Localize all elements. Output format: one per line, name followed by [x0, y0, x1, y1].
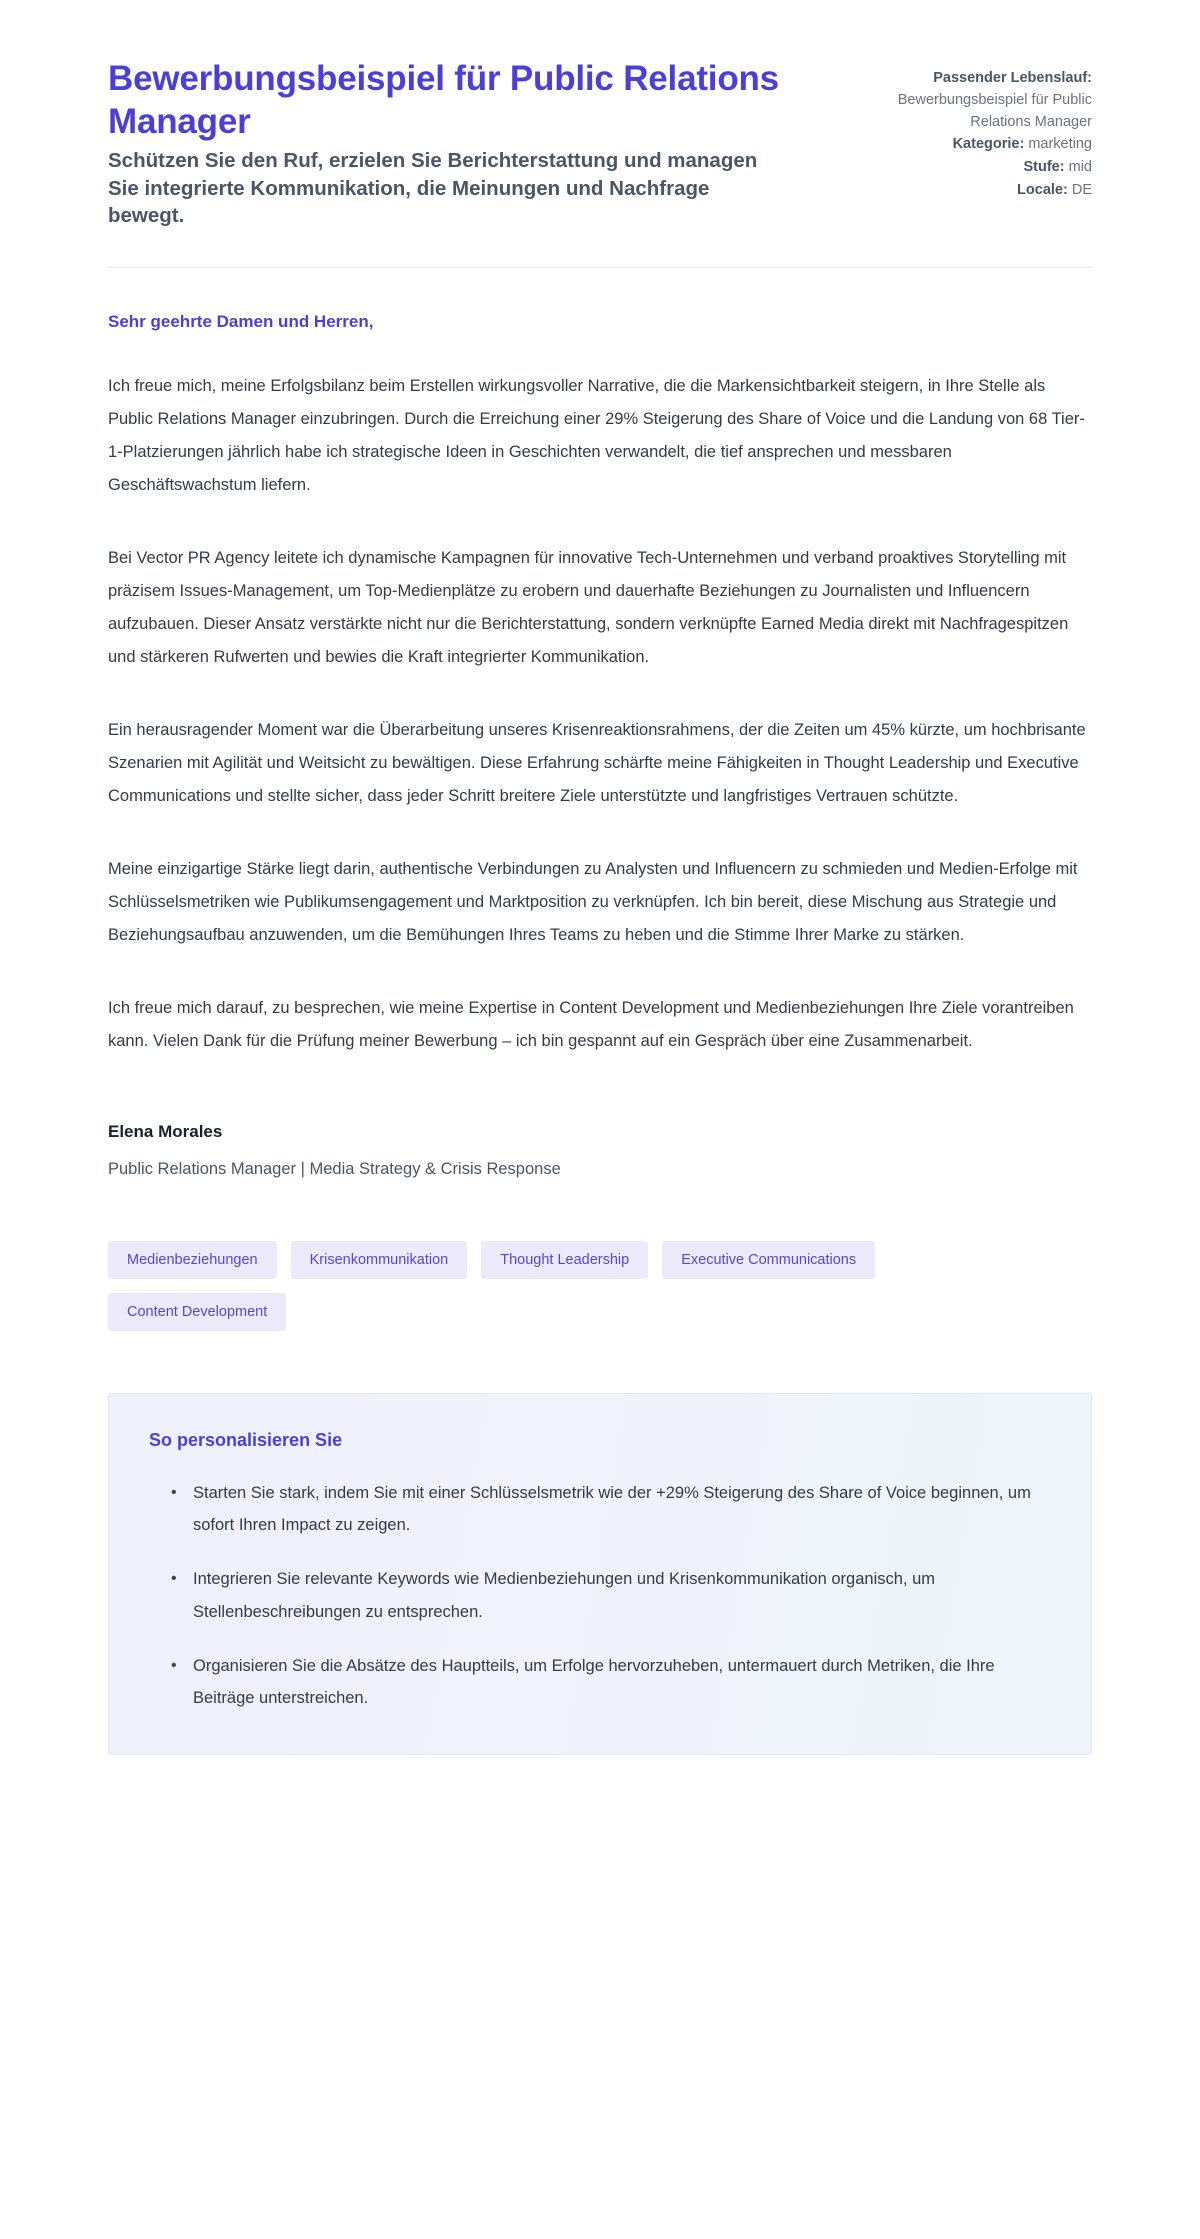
tag-chip[interactable]: Krisenkommunikation: [291, 1241, 468, 1279]
document-header: [108, 0, 1092, 229]
meta-label-level: Stufe:: [1023, 159, 1065, 175]
meta-label-locale: Locale:: [1017, 181, 1068, 198]
tag-chip[interactable]: Thought Leadership: [481, 1241, 648, 1279]
letter-paragraph: Ich freue mich, meine Erfolgsbilanz beim Erstellen wirkungsvoller Narrative, die die Markensichtbarkeit steigern, in Ihre Stelle als Public Relations Manager einzubringen. Durch die Erreichung einer 29% Steigerung des Share of Voice und die Landung von 68 Tier-1-Platzierungen jährlich habe ich strategische Ideen in Geschichten verwandelt, die tief ansprechen und messbaren Geschäftswachstum liefern.: [108, 377, 1085, 495]
tips-list-item: • Organisieren Sie die Absätze des Hauptteils, um Erfolge hervorzuheben, untermauert durch Metriken, die Ihre Beiträge unterstreichen.: [171, 1650, 1051, 1714]
header-meta-panel: [862, 58, 1092, 203]
meta-label-resume: Passender Lebenslauf:: [933, 70, 1092, 86]
signature-block: [108, 1098, 1092, 1179]
letter-salutation: Sehr geehrte Damen und Herren,: [108, 312, 374, 332]
meta-value-category: marketing: [1028, 136, 1092, 153]
tag-chip[interactable]: Content Development: [108, 1293, 286, 1331]
letter-paragraph: Meine einzigartige Stärke liegt darin, authentische Verbindungen zu Analysten und Influencern zu schmieden und Medien-Erfolge mit Schlüsselsmetriken wie Publikumsengagement und Marktposition zu verknüpfen. Ich bin bereit, diese Mischung aus Strategie und Beziehungsaufbau anzuwenden, um die Bemühungen Ihres Teams zu heben und die Stimme Ihrer Marke zu stärken.: [108, 860, 1078, 945]
tag-chip[interactable]: Medienbeziehungen: [108, 1241, 277, 1279]
page-title: Bewerbungsbeispiel für Public Relations Manager: [108, 59, 779, 141]
letter-paragraph: Ein herausragender Moment war die Überarbeitung unseres Krisenreaktionsrahmens, der die Zeiten um 45% kürzte, um hochbrisante Szenarien mit Agilität und Weitsicht zu bewältigen. Diese Erfahrung schärfte meine Fähigkeiten in Thought Leadership und Executive Communications und stellte sicher, dass jeder Schritt breitere Ziele unterstützte und langfristiges Vertrauen schützte.: [108, 721, 1086, 806]
meta-row-level: [862, 157, 1092, 179]
header-title-block: [108, 58, 798, 229]
letter-body: [108, 268, 1092, 1058]
tips-panel-title: So personalisieren Sie: [149, 1430, 343, 1451]
meta-row-resume: [862, 68, 1092, 133]
meta-value-resume: Bewerbungsbeispiel für Public Relations Manager: [897, 91, 1092, 130]
meta-label-category: Kategorie:: [952, 136, 1025, 153]
meta-value-level: mid: [1068, 159, 1092, 175]
letter-paragraph: Bei Vector PR Agency leitete ich dynamische Kampagnen für innovative Tech-Unternehmen und verband proaktives Storytelling mit präzisem Issues-Management, um Top-Medienplätze zu erobern und dauerhafte Beziehungen zu Journalisten und Influencern aufzubauen. Dieser Ansatz verstärkte nicht nur die Berichterstattung, sondern verknüpfte Earned Media direkt mit Nachfragespitzen und stärkeren Rufwerten und bewies die Kraft integrierter Kommunikation.: [108, 549, 1069, 667]
tag-chip[interactable]: Executive Communications: [662, 1241, 875, 1279]
tips-list-item: • Starten Sie stark, indem Sie mit einer Schlüsselsmetrik wie der +29% Steigerung des Share of Voice beginnen, um sofort Ihren Impact zu zeigen.: [171, 1477, 1051, 1541]
meta-row-locale: [862, 180, 1092, 202]
tips-list-item: • Integrieren Sie relevante Keywords wie Medienbeziehungen und Krisenkommunikation organisch, um Stellenbeschreibungen zu entsprechen.: [171, 1563, 1051, 1627]
letter-paragraph: Ich freue mich darauf, zu besprechen, wie meine Expertise in Content Development und Medienbeziehungen Ihre Ziele vorantreiben kann. Vielen Dank für die Prüfung meiner Bewerbung – ich bin gespannt auf ein Gespräch über eine Zusammenarbeit.: [108, 999, 1074, 1051]
meta-row-category: [862, 134, 1092, 156]
personalization-tips-panel: [108, 1393, 1092, 1755]
tag-list: [108, 1241, 1048, 1331]
signature-name: Elena Morales: [108, 1122, 223, 1142]
meta-value-locale: DE: [1071, 181, 1092, 198]
signature-role: Public Relations Manager | Media Strategy & Crisis Response: [108, 1160, 561, 1179]
tips-list: [149, 1477, 1051, 1714]
page-subtitle: Schützen Sie den Ruf, erzielen Sie Berichterstattung und managen Sie integrierte Kommunikation, die Meinungen und Nachfrage bewegt.: [108, 149, 758, 227]
